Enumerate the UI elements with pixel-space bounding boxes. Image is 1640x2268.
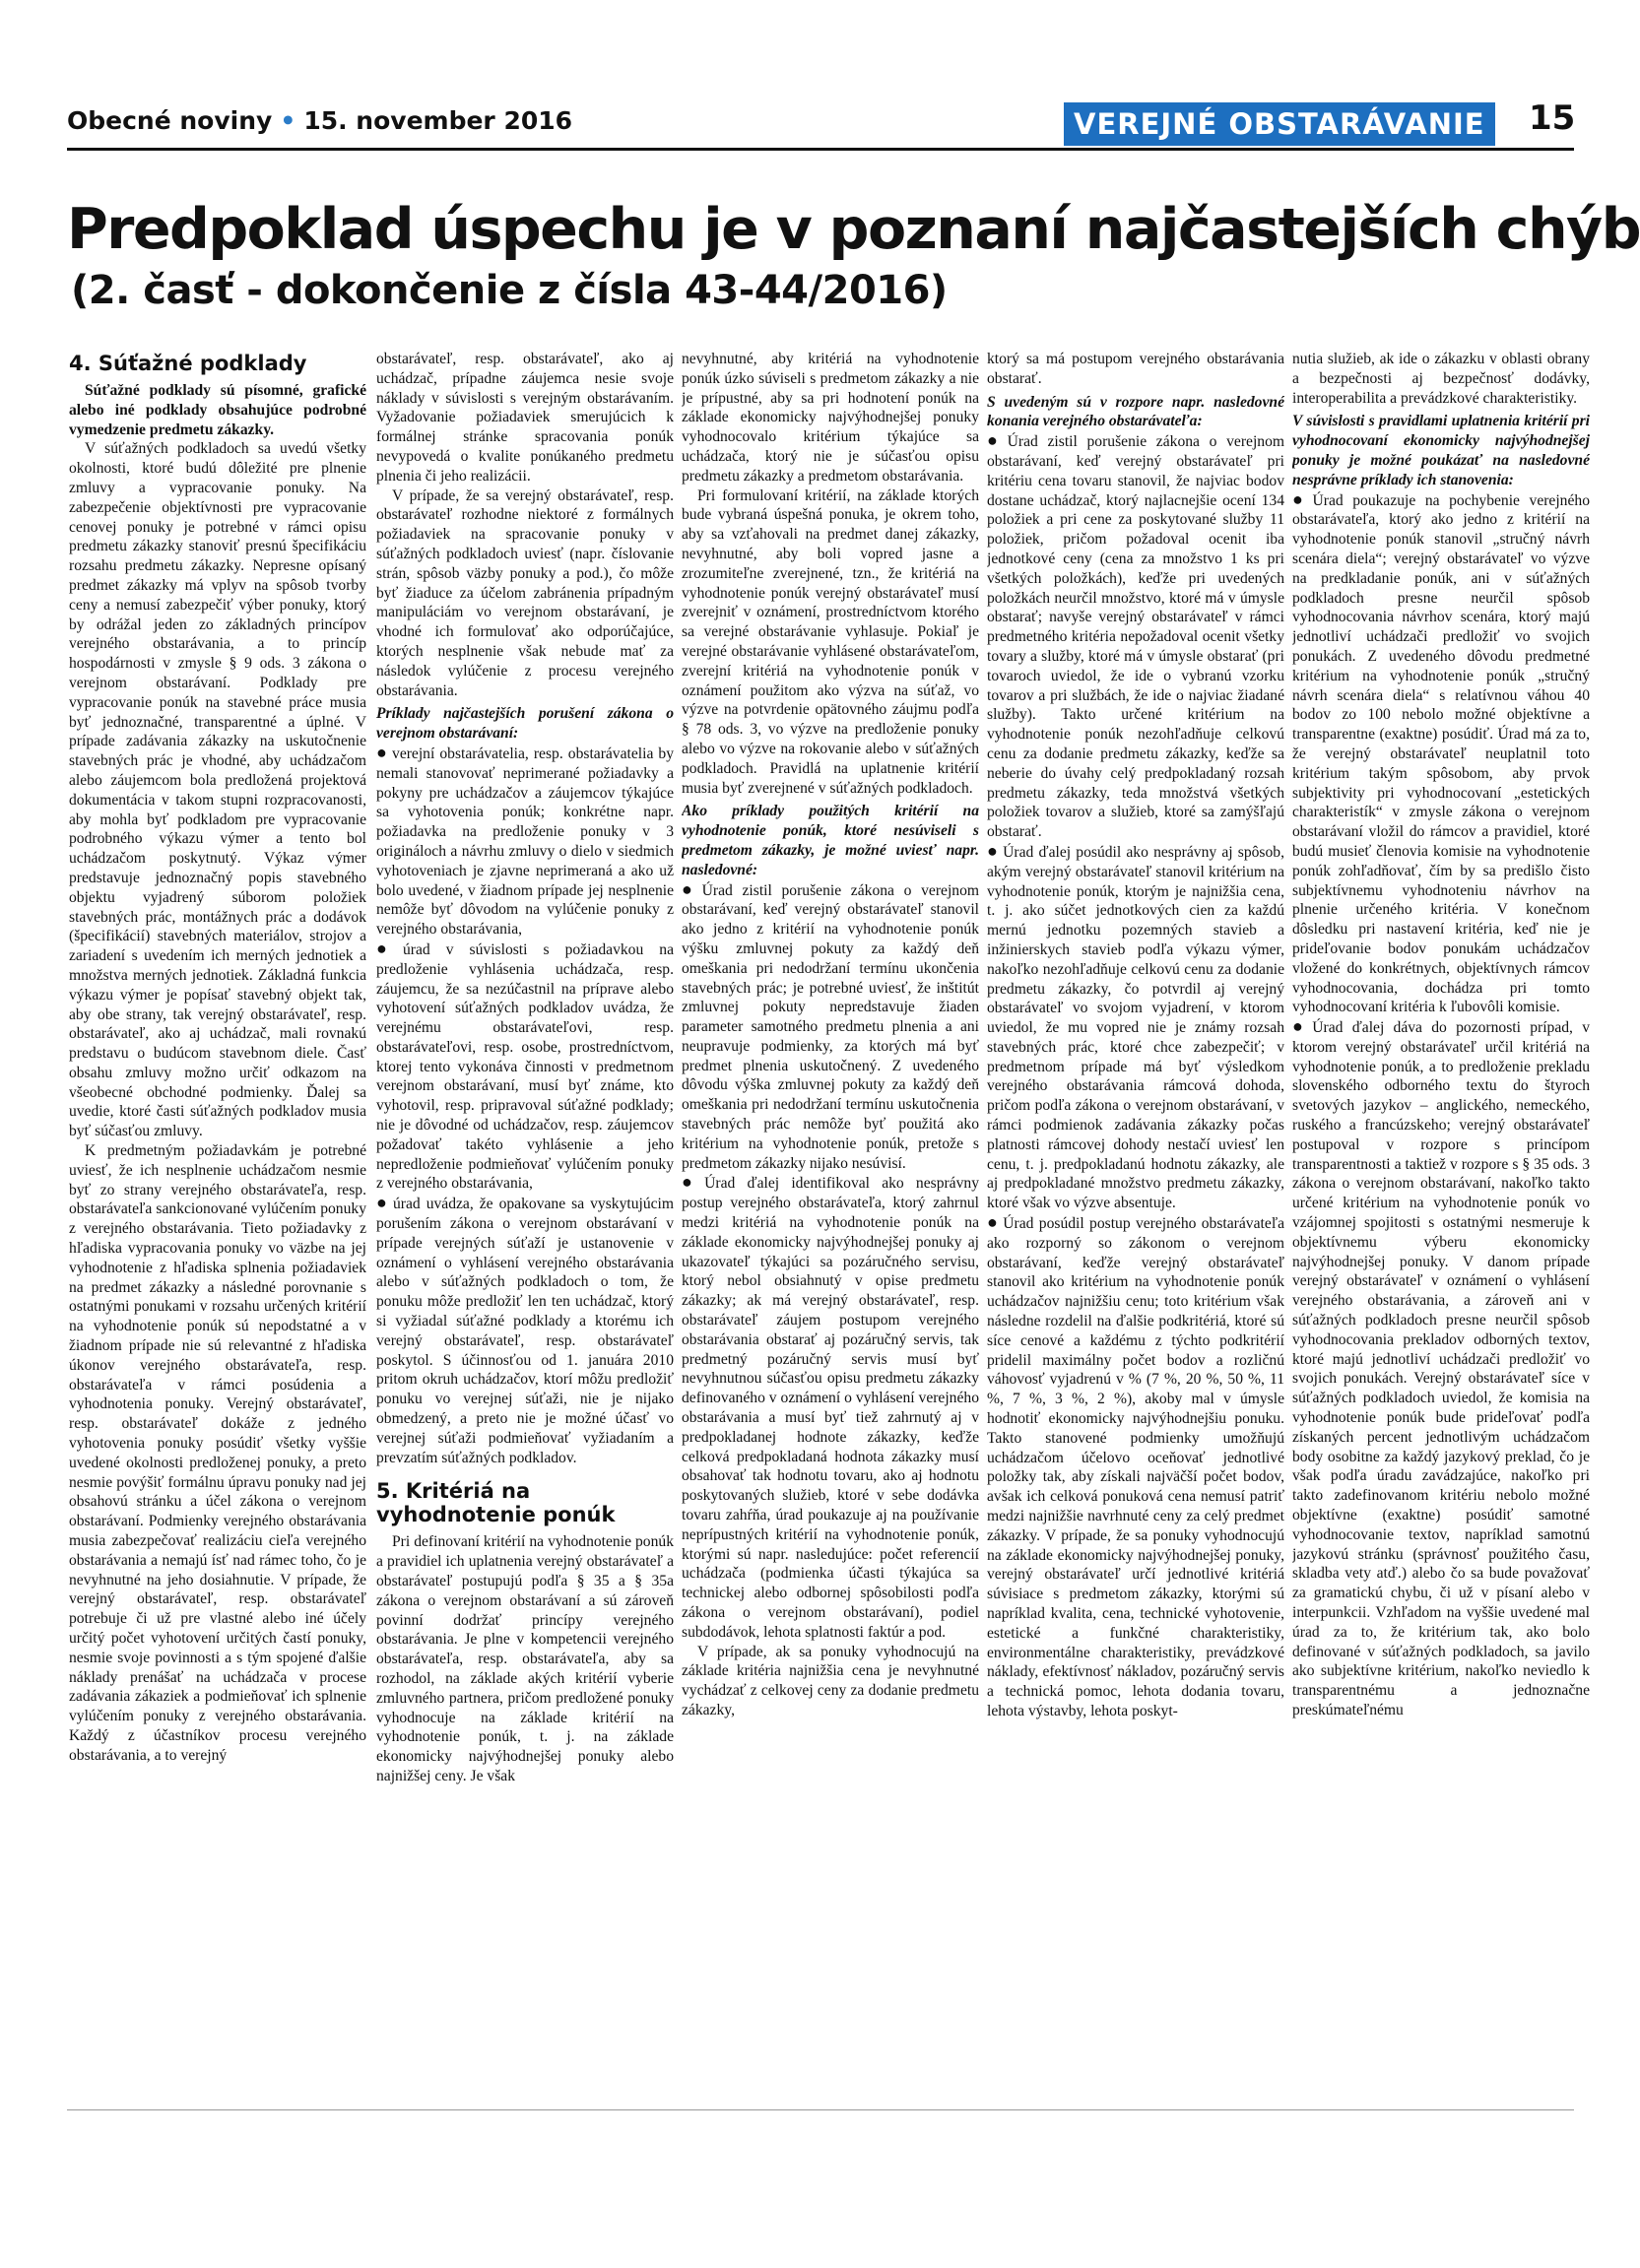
footer-rule — [67, 2109, 1574, 2110]
column-5 — [1292, 350, 1590, 2098]
section-label: VEREJNÉ OBSTARÁVANIE — [1064, 102, 1495, 146]
article-title: Predpoklad úspechu je v poznaní najčastejších chýb — [67, 197, 1640, 262]
column-2 — [376, 350, 674, 2098]
paragraph: obstarávateľ, resp. obstarávateľ, ako aj uchádzač, prípadne záujemca nesie svoje náklady v súvislosti s verejným obstarávaním. Vyžadovanie požiadaviek smerujúcich k formálnej stránke spracovania ponúk nevypovedá o kvalite ponúkaného predmetu plnenia či jeho realizácii. — [376, 351, 674, 485]
subheading: Ako príklady použitých kritérií na vyhodnotenie ponúk, ktoré nesúviseli s predmetom zákazky, je možné uviesť napr. nasledovné: — [682, 803, 979, 878]
bullet-item: ● úrad v súvislosti s požiadavkou na predloženie vyhlásenia uchádzača, resp. záujemcu, že sa nezúčastnil na príprave alebo vyhotovení súťažných podkladov uvádza, že verejnému obstarávateľovi, resp. obstarávateľovi, resp. osobe, prostredníctvom, ktorej tento vykonáva činnosti v predmetnom verejnom obstarávaní, musí byť známe, kto vyhotovil, resp. pripravoval súťažné podklady; nie je dôvodné od uchádzačov, resp. záujemcov požadovať takéto vyhlásenie a jeho nepredloženie podmieňovať vylúčením ponuky z verejného obstarávania, — [376, 940, 674, 1194]
subheading: Príklady najčastejších porušení zákona o verejnom obstarávaní: — [376, 705, 674, 743]
paragraph: nevyhnutné, aby kritériá na vyhodnotenie ponúk úzko súviseli s predmetom zákazky a nie je prípustné, aby sa pri hodnotení ponúk na základe ekonomicky najvýhodnejšej ponuky vyhodnocovalo kritérium týkajúce sa uchádzača, ktorý nie je súčasťou opisu predmetu zákazky a predmetom obstarávania. — [682, 351, 979, 485]
paragraph: V prípade, ak sa ponuky vyhodnocujú na základe kritéria najnižšia cena je nevyhnutné vychádzať z celkovej ceny za dodanie predmetu zákazky, — [682, 1643, 979, 1718]
bullet-item: ● Úrad poukazuje na pochybenie verejného obstarávateľa, ktorý ako jedno z kritérií na vyhodnotenie ponúk stanovil „stručný návrh scenára diela“; verejný obstarávateľ vo výzve na predkladanie ponúk, ani v súťažných podkladoch presne neurčil spôsob vyhodnocovania návrhov scenára, ktorý majú jednotliví uchádzači predložiť vo svojich ponukách. Z uvedeného dôvodu predmetné kritérium na vyhodnotenie ponúk „stručný návrh scenára diela“ s relatívnou váhou 40 bodov zo 100 nebolo možné objektívne a transparentne (exaktne) posúdiť. Úrad má za to, že verejný obstarávateľ neuplatnil toto kritérium takým spôsobom, aby prvok subjektivity pri vyhodnocovaní „estetických charakteristík“ v zmysle zákona o verejnom obstarávaní vložil do rámcov a pravidiel, ktoré budú musieť členovia komisie na vyhodnotenie ponúk zohľadňovať, čím by sa predišlo čisto subjektívnemu vyhodnoteniu návrhov na plnenie určeného kritéria. V konečnom dôsledku pri nastavení kritéria, keď nie je prideľovanie bodov ponukám uchádzačov vložené do konkrétnych, objektívnych rámcov vyhodnocovania, dochádza pri tomto vyhodnocovaní kritéria k ľubovôli komisie. — [1292, 490, 1590, 1018]
bullet-item: ● Úrad ďalej identifikoval ako nesprávny postup verejného obstarávateľa, ktorý zahrnul medzi kritériá na vyhodnotenie ponúk na základe ekonomicky najvýhodnejšej ponuky aj ukazovateľ týkajúci sa pozáručného servisu, ktorý nebol obsiahnutý v opise predmetu zákazky; ak má verejný obstarávateľ, resp. obstarávateľ záujem postupom verejného obstarávania obstarať aj pozáručný servis, tak predmetný pozáručný servis musí byť nevyhnutnou súčasťou opisu predmetu zákazky definovaného v oznámení o vyhlásení verejného obstarávania a musí byť tiež zahrnutý aj v predpokladanej hodnote zákazky, keďže celková predpokladaná hodnota zákazky musí obsahovať tak hodnotu tovaru, ako aj hodnotu poskytovaných služieb, ktoré v sebe dodávka tovaru zahŕňa, úrad poukazuje aj na používanie neprípustných kritérií na vyhodnotenie ponúk, ktorými sú napr. nasledujúce: počet referencií uchádzača (podmienka účasti týkajúca sa technickej alebo odbornej spôsobilosti podľa zákona o verejnom obstarávaní), podiel subdodávok, lehota splatnosti faktúr a pod. — [682, 1173, 979, 1642]
section-4-heading: 4. Súťažné podklady — [69, 352, 307, 375]
column-1 — [69, 350, 366, 2098]
paragraph: nutia služieb, ak ide o zákazku v oblasti obrany a bezpečnosti aj bezpečnosť dodávky, interoperabilita a prevádzkové charakteristiky. — [1292, 351, 1590, 407]
section-5-heading: 5. Kritériá na vyhodnotenie ponúk — [376, 1479, 616, 1527]
bullet-item: ● Úrad zistil porušenie zákona o verejnom obstarávaní, keď verejný obstarávateľ stanovil ako jedno z kritérií na vyhodnotenie ponúk výšku zmluvnej pokuty za každý deň omeškania pri nedodržaní termínu ukončenia stavebných prác; je potrebné uviesť, že inštitút zmluvnej pokuty nepredstavuje žiaden parameter samotného predmetu plnenia a ani neupravuje podmienky, za ktorých má byť predmet plnenia uskutočnený. Z uvedeného dôvodu výška zmluvnej pokuty za každý deň omeškania pri nedodržaní termínu uskutočnenia stavebných prác nemôže byť použitá ako kritérium na vyhodnotenie ponúk, pretože s predmetom zákazky nijako nesúvisí. — [682, 880, 979, 1174]
article-subtitle: (2. časť - dokončenie z čísla 43-44/2016) — [71, 268, 948, 313]
paper-name: Obecné noviny — [67, 106, 273, 135]
subheading: V súvislosti s pravidlami uplatnenia kritérií pri vyhodnocovaní ekonomicky najvýhodnejšej ponuky je možné poukázať na nasledovné nesprávne príklady ich stanovenia: — [1292, 413, 1590, 488]
section-4-lead: Súťažné podklady sú písomné, grafické alebo iné podklady obsahujúce podrobné vymedzenie predmetu zákazky. — [69, 382, 366, 438]
bullet-item: ● Úrad posúdil postup verejného obstarávateľa ako rozporný so zákonom o verejnom obstarávaní, keďže verejný obstarávateľ stanovil ako kritérium na vyhodnotenie ponúk uchádzačov najnižšiu cenu; toto kritérium však následne rozdelil na ďalšie podkritériá, ktoré sú síce cenové a každému z týchto podkritérií pridelil maximálny počet bodov a rozličnú váhovosť vyjadrenú v % (7 %, 20 %, 50 %, 11 %, 7 %, 3 %, 2 %), akoby mal v úmysle hodnotiť ekonomicky najvýhodnejšiu ponuku. Takto stanovené podmienky umožňujú uchádzačom účelovo oceňovať jednotlivé položky tak, aby získali najväčší počet bodov, avšak ich celková ponuková cena nemusí patriť medzi najnižšie navrhnuté ceny za celý predmet zákazky. V prípade, že sa ponuky vyhodnocujú na základe ekonomicky najvýhodnejšej ponuky, verejný obstarávateľ určí jednotlivé kritériá súvisiace s predmetom zákazky, ktorými sú napríklad kvalita, cena, technické vyhotovenie, estetické a funkčné charakteristiky, environmentálne charakteristiky, prevádzkové náklady, efektívnosť nákladov, pozáručný servis a technická pomoc, lehota dodania tovaru, lehota výstavby, lehota poskyt- — [987, 1213, 1284, 1721]
bullet-item: ● Úrad ďalej dáva do pozornosti prípad, v ktorom verejný obstarávateľ určil kritériá na vyhodnotenie ponúk, a to predloženie prekladu slovenského odborného textu do štyroch svetových jazykov – anglického, nemeckého, ruského a francúzskeho; verejný obstarávateľ postupoval v rozpore s princípom transparentnosti a taktiež v rozpore s § 35 ods. 3 zákona o verejnom obstarávaní, nakoľko takto určené kritérium na vyhodnotenie ponúk vo vzájomnej spojitosti s ostatnými nesmeruje k objektívnemu výberu ekonomicky najvýhodnejšej ponuky. V danom prípade verejný obstarávateľ v oznámení o vyhlásení verejného obstarávania, a zároveň ani v súťažných podkladoch presne neurčil spôsob vyhodnocovania prekladov odborných textov, ktoré majú jednotliví uchádzači predložiť vo svojich ponukách. Verejný obstarávateľ síce v súťažných podkladoch uviedol, že komisia na vyhodnotenie ponúk bude prideľovať podľa získaných percent jednotlivým uchádzačom body osobitne za každý jazykový preklad, čo je však podľa úradu zavádzajúce, nakoľko pri takto zadefinovanom kritériu nebolo možné objektívne (exaktne) posúdiť samotné vyhodnocovanie textov, napríklad samotnú jazykovú stránku (správnosť použitého času, skladba vety atď.) alebo čo sa bude považovať za gramatickú chybu, či už v písaní alebo v interpunkcii. Vzhľadom na vyššie uvedené mal úrad za to, že kritérium tak, ako bolo definované v súťažných podkladoch, sa javilo ako subjektívne kritérium, nakoľko neviedlo k transparentnému a jednoznačne preskúmateľnému — [1292, 1017, 1590, 1720]
issue-date: 15. november 2016 — [303, 106, 573, 135]
header-rule — [67, 148, 1574, 151]
bullet-item: ● Úrad zistil porušenie zákona o verejnom obstarávaní, keď verejný obstarávateľ pri kritériu cena tovaru stanovil, že najviac bodov dostane uchádzač, ktorý najlacnejšie ocení 134 položiek a pri cene za poskytované služby 11 položiek, pričom požadoval ocenit iba jednotkové ceny (cena za množstvo 1 ks pri všetkých položkách), keďže pri uvedených položkách neurčil množstvo, ktoré má v úmysle obstarať; navyše verejný obstarávateľ v rámci predmetného kritéria nepožadoval ocenit všetky tovary a služby, ktoré má v úmysle obstarať (pri tovaroch uviedol, že ide o vybranú vzorku tovarov a pri službách, že ide o najviac žiadané služby). Takto určené kritérium na vyhodnotenie ponúk nezohľadňuje celkovú cenu za dodanie predmetu zákazky, keďže sa neberie do úvahy celý predpokladaný rozsah predmetu zákazky, teda množstvá všetkých položiek tovarov a služieb, ktoré sa zamýšľajú obstarať. — [987, 431, 1284, 842]
page-number: 15 — [1529, 98, 1576, 138]
subheading: S uvedeným sú v rozpore napr. nasledovné konania verejného obstarávateľa: — [987, 393, 1284, 430]
bullet-item: ● úrad uvádza, že opakovane sa vyskytujúcim porušením zákona o verejnom obstarávaní v prípade verejných súťaží je ustanovenie v oznámení o vyhlásení verejného obstarávania alebo v súťažných podkladoch o tom, že ponuku môže predložiť len ten uchádzač, ktorý si vyžiadal súťažné podklady a ktorému ich verejný obstarávateľ, resp. obstarávateľ poskytol. S účinnosťou od 1. januára 2010 pritom okruh uchádzačov, ktorí môžu predložiť ponuku vo verejnej súťaži, nie je nijako obmedzený, a preto nie je možné účasť vo verejnej súťaži podmieňovať vyžiadaním a prevzatím súťažných podkladov. — [376, 1194, 674, 1467]
column-4 — [987, 350, 1284, 2098]
bullet-item: ● verejní obstarávatelia, resp. obstarávatelia by nemali stanovovať neprimerané požiadavky a pokyny pre uchádzačov a záujemcov týkajúce sa vyhotovenia ponúk; konkrétne napr. požiadavka na predloženie ponuky v 3 origináloch a návrhu zmluvy o dielo v siedmich vyhotoveniach je zjavne neprimeraná a ako už bolo uvedené, v žiadnom prípade jej nesplnenie nemôže byť dôvodom na vylúčenie ponuky z verejného obstarávania, — [376, 744, 674, 940]
column-3 — [682, 350, 979, 2098]
bullet-item: ● Úrad ďalej posúdil ako nesprávny aj spôsob, akým verejný obstarávateľ stanovil kritérium na vyhodnotenie ponúk, ktorým je najnižšia cena, t. j. ako súčet jednotkových cien za každú mernú jednotku pozemných stavieb a inžinierskych stavieb podľa výkazu výmer, nakoľko nezohľadňuje celkovú cenu za dodanie predmetu zákazky, čo potvrdil aj verejný obstarávateľ vo svojom vyjadrení, v ktorom uviedol, že mu vopred nie je známy rozsah stavebných prác, ktoré chce zabezpečiť; v predmetnom prípade má byť výsledkom verejného obstarávania rámcová dohoda, pričom podľa zákona o verejnom obstarávaní, v rámci podmienok zadávania zákazky počas platnosti rámcovej dohody nestačí uviesť len cenu, t. j. predpokladanú hodnotu zákazky, ale aj predpokladané množstvo predmetu zákazky, ktoré však vo výzve absentuje. — [987, 842, 1284, 1213]
paragraph: K predmetným požiadavkám je potrebné uviesť, že ich nesplnenie uchádzačom nesmie byť zo strany verejného obstarávateľa, resp. obstarávateľa sankcionované vylúčením ponuky z verejného obstarávania. Tieto požiadavky z hľadiska vypracovania ponuky vo väzbe na jej vyhodnotenie z hľadiska splnenia požiadaviek na predmet zákazky a následné porovnanie s ostatnými ponukami v rozsahu určených kritérií na vyhodnotenie ponúk sú nepodstatné a v žiadnom prípade nie sú relevantné z hľadiska úkonov verejného obstarávateľa, resp. obstarávateľa v rámci posúdenia a vyhodnotenia ponuky. Verejný obstarávateľ, resp. obstarávateľ dokáže z jedného vyhotovenia ponuky posúdiť všetky vyššie uvedené okolnosti predloženej ponuky, a preto nesmie povýšiť formálnu úpravu ponuky nad jej obsahovú stránku a účel zákona o verejnom obstarávaní. Podmienky verejného obstarávania musia zabezpečovať realizáciu cieľa verejného obstarávania a nemajú ísť nad rámec toho, čo je nevyhnutné na jeho dosiahnutie. V prípade, že verejný obstarávateľ, resp. obstarávateľ potrebuje či už pre vlastné alebo iné účely určitý počet vyhotovení určitých častí ponuky, nesmie svoje povinnosti a s tým spojené ďalšie náklady prenášať na uchádzača v procese zadávania zákaziek a podmieňovať ich splnenie vylúčením ponuky z verejného obstarávania. Každý z účastníkov procesu verejného obstarávania, a to verejný — [69, 1142, 366, 1764]
masthead — [67, 106, 572, 135]
paragraph: V súťažných podkladoch sa uvedú všetky okolnosti, ktoré budú dôležité pre plnenie zmluvy a vypracovanie ponuky. Na zabezpečenie objektívnosti pre vypracovanie cenovej ponuky je potrebné v rámci opisu predmetu zákazky stanoviť presnú špecifikáciu rozsahu predmetu zákazky. Nepresne opísaný predmet zákazky má vplyv na spôsob tvorby ceny a nemusí zabezpečiť výber ponuky, ktorý by odrážal jeden zo základných princípov verejného obstarávania, a to princíp hospodárnosti v zmysle § 9 ods. 3 zákona o verejnom obstarávaní. Podklady pre vypracovanie ponúk na stavebné práce musia byť jednoznačné, transparentné a úplné. V prípade zadávania zákazky na uskutočnenie stavebných prác je vhodné, aby uchádzačom alebo záujemcom bola predložená projektová dokumentácia v takom stupni rozpracovanosti, aby mohla byť podkladom pre vypracovanie podrobného výkazu výmer a tento bol uchádzačom poskytnutý. Výkaz výmer predstavuje jednoznačný popis stavebného objektu vyjadrený súborom položiek stavebných prác, montážnych prác a dodávok (špecifikácií) stavebných materiálov, strojov a zariadení s uvedením ich merných jednotiek a množstva merných jednotiek. Základná funkcia výkazu výmer je popísať stavebný objekt tak, aby obe strany, tak verejný obstarávateľ, resp. obstarávateľ, ako aj uchádzač, mali rovnakú predstavu o budúcom stavebnom diele. Časť obsahu zmluvy možno určiť odkazom na všeobecné obchodné podmienky. Ďalej sa uvedie, ktoré časti súťažných podkladov musia byť súčasťou zmluvy. — [69, 440, 366, 1140]
paragraph: Pri definovaní kritérií na vyhodnotenie ponúk a pravidiel ich uplatnenia verejný obstarávateľ a obstarávateľ postupujú podľa § 35 a § 35a zákona o verejnom obstarávaní a sú zároveň povinní dodržať princípy verejného obstarávania. Je plne v kompetencii verejného obstarávateľa, resp. obstarávateľa, aby sa rozhodol, na základe akých kritérií vyberie zmluvného partnera, pričom predložené ponuky vyhodnocuje na základe kritérií na vyhodnotenie ponúk, t. j. na základe ekonomicky najvýhodnejšej ponuky alebo najnižšej ceny. Je však — [376, 1533, 674, 1784]
paragraph: V prípade, že sa verejný obstarávateľ, resp. obstarávateľ rozhodne niektoré z formálnych požiadaviek na spracovanie ponuky v súťažných podkladoch uviesť (napr. číslovanie strán, spôsob väzby ponuky a pod.), čo môže byť žiaduce za účelom zabránenia prípadným manipuláciám vo verejnom obstarávaní, je vhodné ich formulovať ako odporúčajúce, ktorých nesplnenie však nebude mať za následok vylúčenie z procesu verejného obstarávania. — [376, 486, 674, 699]
paragraph: Pri formulovaní kritérií, na základe ktorých bude vybraná úspešná ponuka, je okrem toho, aby sa vzťahovali na predmet danej zákazky, nevyhnutné, aby boli vopred jasne a zrozumiteľne zverejnené, tzn., že kritériá na vyhodnotenie ponúk verejný obstarávateľ musí zverejniť v oznámení, prostredníctvom ktorého sa verejné obstarávanie vyhlasuje. Pokiaľ je verejné obstarávanie vyhlásené obstarávateľom, zverejní kritériá na vyhodnotenie ponúk v oznámení použitom ako výzva na súťaž, vo výzve na potvrdenie opätovného záujmu podľa § 78 ods. 3, vo výzve na predloženie ponuky alebo vo výzve na rokovanie alebo v súťažných podkladoch. Pravidlá na uplatnenie kritérií musia byť zverejnené v súťažných podkladoch. — [682, 486, 979, 797]
separator-dot: • — [280, 106, 296, 135]
paragraph: ktorý sa má postupom verejného obstarávania obstarať. — [987, 351, 1284, 387]
